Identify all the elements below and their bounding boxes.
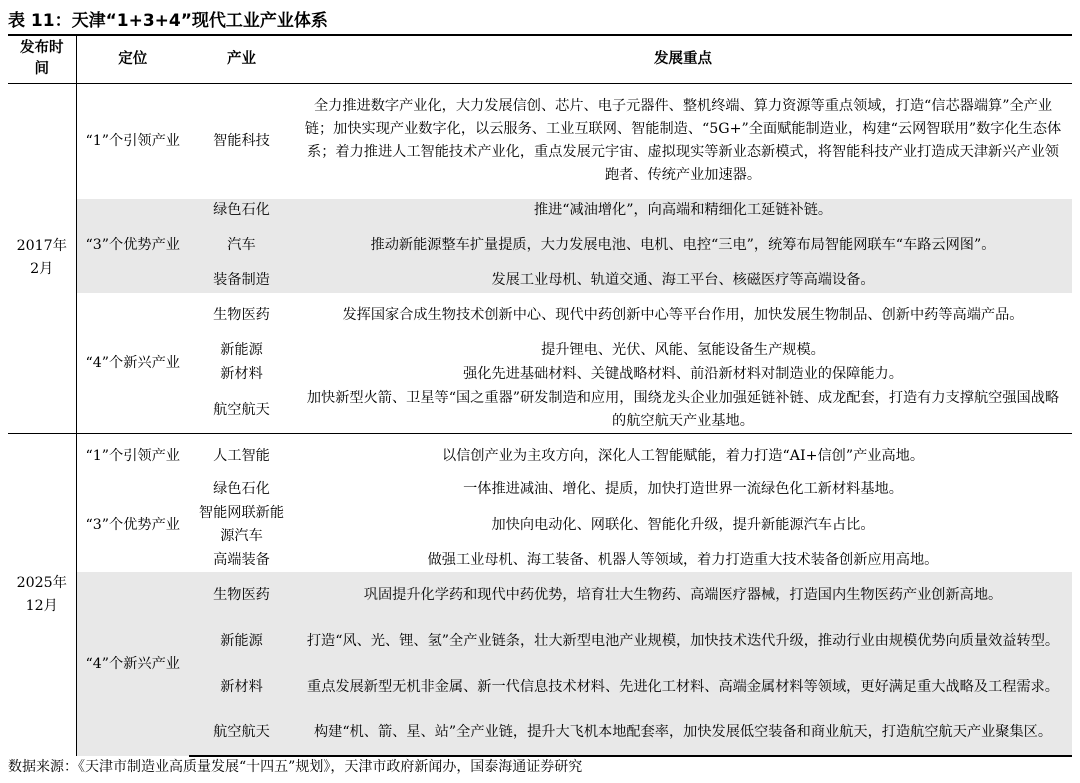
focus-cell: 以信创产业为主攻方向，深化人工智能赋能，着力打造“AI+信创”产业高地。	[294, 434, 1072, 478]
industry-cell: 航空航天	[213, 401, 270, 418]
table-row	[8, 293, 1072, 339]
industry-cell: 智能科技	[213, 132, 270, 149]
focus-cell: 构建“机、箭、星、站”全产业链，提升大飞机本地配套率，加快发展低空装备和商业航天，打造航空航天产业聚集区。	[294, 710, 1072, 756]
industry-cell: 智能网联新能源汽车	[198, 504, 285, 545]
table-title: 表 11：天津“1+3+4”现代工业产业体系	[8, 11, 328, 31]
header-time: 发布时间	[8, 35, 76, 83]
industry-cell: 人工智能	[189, 434, 294, 478]
table-row	[8, 434, 1072, 478]
position-2017-g4: “4”个新兴产业	[85, 354, 180, 371]
focus-cell: 推动新能源整车扩量提质，大力发展电池、电机、电控“三电”，统筹布局智能网联车“车路云网图”。	[294, 223, 1072, 269]
industry-system-table	[8, 34, 1072, 757]
focus-cell: 打造“风、光、锂、氢”全产业链条，壮大新型电池产业规模，加快技术迭代升级，推动行业由规模优势向质量效益转型。	[294, 618, 1072, 664]
industry-cell: 汽车	[189, 223, 294, 269]
source-note: 数据来源：《天津市制造业高质量发展“十四五”规划》，天津市政府新闻办，国泰海通证券研究	[8, 759, 583, 775]
industry-cell: 高端装备	[213, 551, 270, 568]
focus-cell: 强化先进基础材料、关键战略材料、前沿新材料对制造业的保障能力。	[463, 366, 903, 383]
table-row	[8, 83, 1072, 199]
industry-cell: 绿色石化	[213, 481, 270, 498]
focus-cell: 提升锂电、光伏、风能、氢能设备生产规模。	[541, 342, 825, 359]
focus-cell: 发展工业母机、轨道交通、海工平台、核磁医疗等高端设备。	[294, 269, 1072, 293]
industry-cell: 新材料	[189, 664, 294, 710]
industry-cell: 新能源	[189, 618, 294, 664]
industry-cell: 新材料	[220, 366, 263, 383]
header-row	[8, 35, 1072, 83]
focus-cell: 加快新型火箭、卫星等“国之重器”研发制造和应用，围绕龙头企业加强延链补链、成龙配套，打造有力支撑航空强国战略的航空航天产业基地。	[306, 390, 1060, 430]
focus-cell: 巩固提升化学药和现代中药优势，培育壮大生物药、高端医疗器械，打造国内生物医药产业创新高地。	[294, 572, 1072, 618]
focus-cell: 一体推进减油、增化、提质，加快打造世界一流绿色化工新材料基地。	[463, 481, 903, 498]
industry-cell: 装备制造	[189, 269, 294, 293]
focus-cell: 推进“减油增化”，向高端和精细化工延链补链。	[294, 199, 1072, 223]
industry-cell: 生物医药	[213, 307, 270, 324]
focus-cell: 做强工业母机、海工装备、机器人等领域，着力打造重大技术装备创新应用高地。	[427, 551, 939, 568]
table-row	[8, 572, 1072, 618]
focus-cell: 重点发展新型无机非金属、新一代信息技术材料、先进化工材料、高端金属材料等领域，更好满足重大战略及工程需求。	[294, 664, 1072, 710]
header-position: 定位	[76, 35, 189, 83]
position-2025-g4: “4”个新兴产业	[76, 572, 189, 756]
table-row	[8, 478, 1072, 502]
table-row	[8, 199, 1072, 223]
position-2025-g3: “3”个优势产业	[85, 516, 180, 533]
publish-time-2025: 2025年12月	[8, 434, 76, 756]
industry-cell: 航空航天	[189, 710, 294, 756]
header-industry: 产业	[189, 35, 294, 83]
position-2017-g1: “1”个引领产业	[85, 132, 180, 149]
industry-cell: 绿色石化	[189, 199, 294, 223]
position-2017-g3: “3”个优势产业	[76, 199, 189, 293]
focus-cell: 发挥国家合成生物技术创新中心、现代中药创新中心等平台作用，加快发展生物制品、创新中药等高端产品。	[342, 307, 1024, 324]
industry-cell: 生物医药	[189, 572, 294, 618]
header-focus: 发展重点	[294, 35, 1072, 83]
focus-cell: 全力推进数字产业化，大力发展信创、芯片、电子元器件、整机终端、算力资源等重点领域，打造“信芯器端算”全产业链；加快实现产业数字化，以云服务、工业互联网、智能制造、“5G+”全面赋能制造业，构建“云网智联用”数字化生态体系；着力推进人工智能技术产业化，重点发展元宇宙、虚拟现实等新业态新模式，将智能科技产业打造成天津新兴产业领跑者、传统产业加速器。	[304, 97, 1062, 184]
industry-cell: 新能源	[220, 342, 263, 359]
focus-cell: 加快向电动化、网联化、智能化升级，提升新能源汽车占比。	[491, 516, 875, 533]
publish-time-2017: 2017年2月	[8, 83, 76, 434]
position-2025-g1: “1”个引领产业	[76, 434, 189, 478]
